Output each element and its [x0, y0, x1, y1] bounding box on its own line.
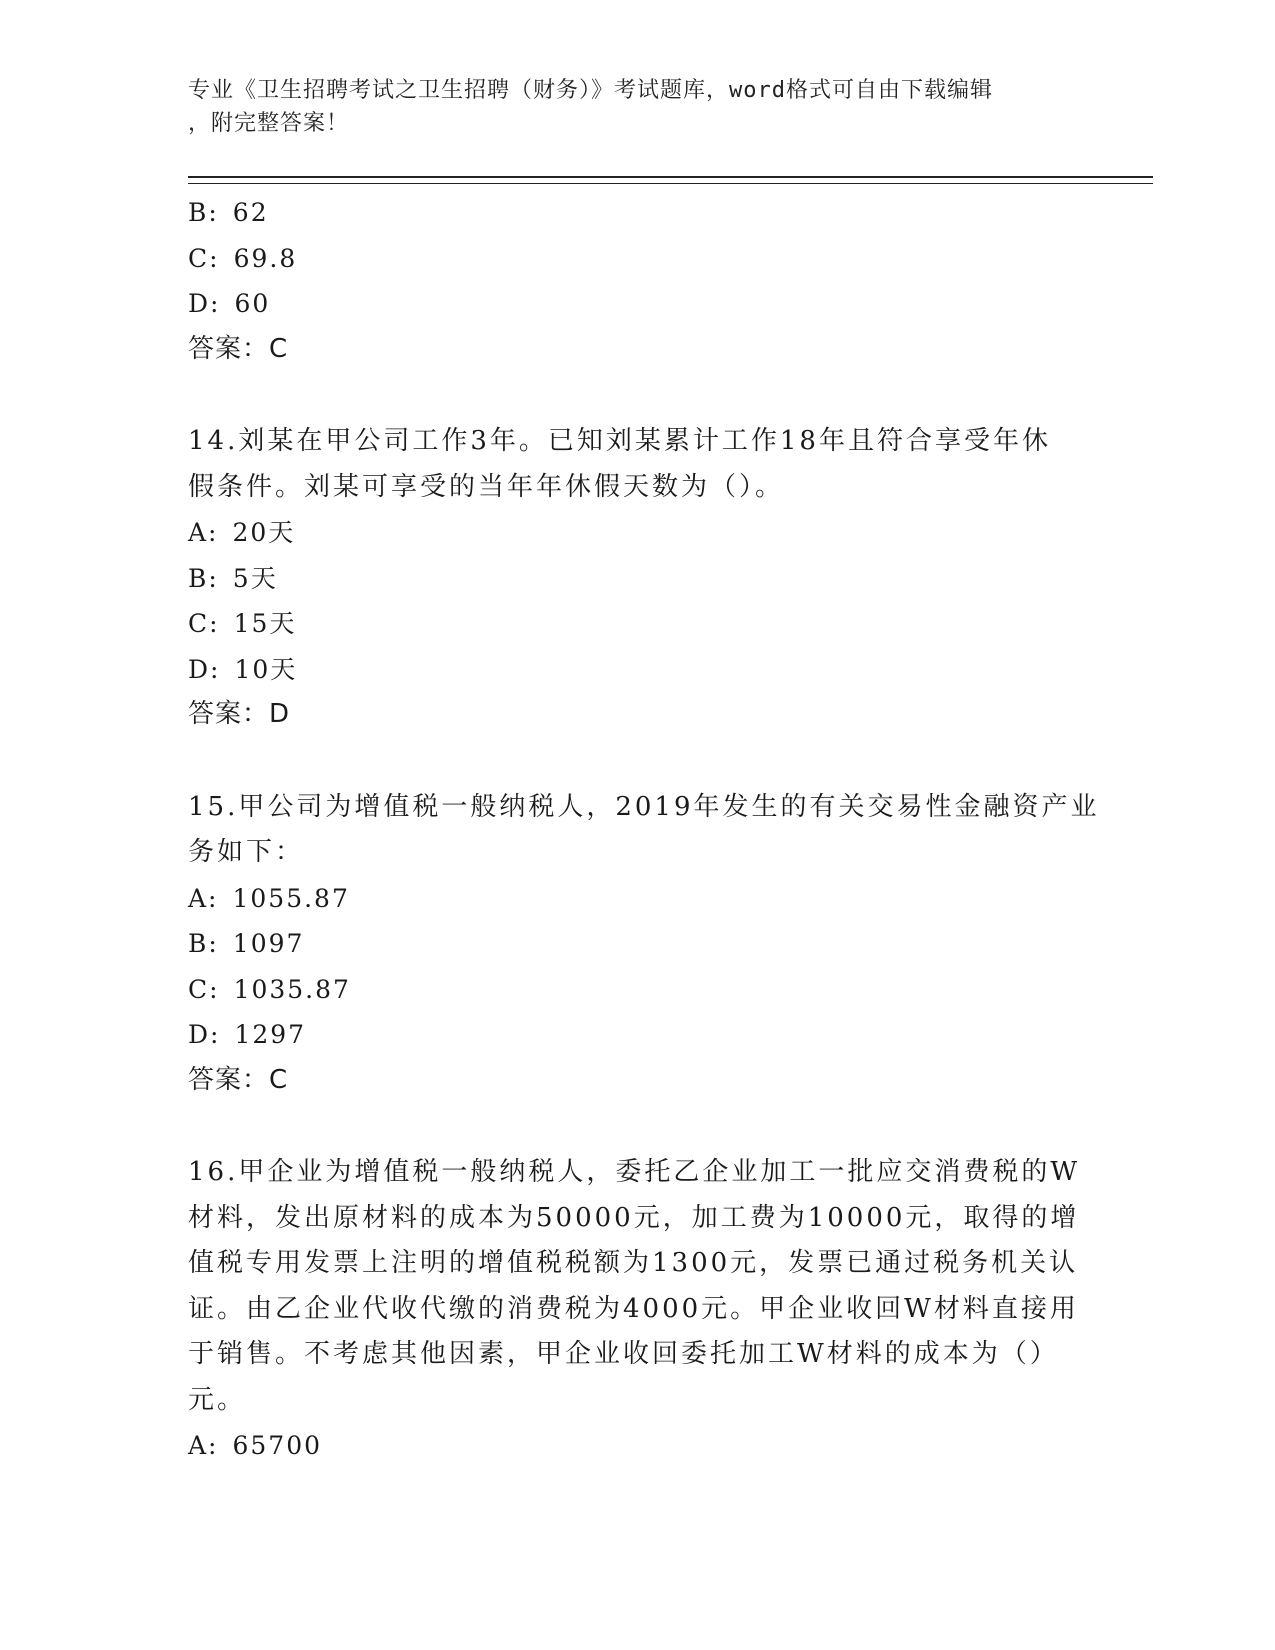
option-b: B: 1097: [188, 929, 305, 958]
question-text-line: 务如下：: [188, 837, 305, 867]
option-b: B: 5天: [188, 563, 278, 593]
option-b: B: 62: [188, 198, 269, 227]
question-text-line: 元。: [188, 1384, 247, 1415]
question-text-line: 于销售。不考虑其他因素，甲企业收回委托加工W材料的成本为（）: [188, 1339, 1059, 1369]
option-a: A: 20天: [188, 518, 296, 547]
answer-text: 答案：D: [188, 699, 291, 729]
option-d: D: 10天: [188, 654, 298, 684]
question-text-line: 材料，发出原材料的成本为50000元，加工费为10000元，取得的增: [188, 1202, 1080, 1233]
question-text-line: 14.刘某在甲公司工作3年。已知刘某累计工作18年且符合享受年休: [188, 426, 1051, 456]
question-15: [188, 785, 1100, 1104]
page-header: [188, 74, 1088, 140]
header-title-line-1: 专业《卫生招聘考试之卫生招聘（财务）》考试题库，word格式可自由下载编辑: [188, 78, 993, 103]
option-a: A: 65700: [188, 1431, 323, 1460]
question-text-line: 证。由乙企业代收代缴的消费税为4000元。甲企业收回W材料直接用: [188, 1293, 1079, 1324]
header-title-line-2: ，附完整答案！: [188, 111, 350, 136]
question-content: [188, 190, 1100, 1469]
answer-text: 答案：C: [188, 333, 289, 364]
question-text-line: 假条件。刘某可享受的当年年休假天数为（）。: [188, 471, 785, 502]
option-c: C: 1035.87: [188, 974, 351, 1004]
question-16: [188, 1150, 1088, 1469]
answer-text: 答案：C: [188, 1064, 289, 1095]
prev-question-options: [188, 190, 1088, 372]
question-text-line: 16.甲企业为增值税一般纳税人，委托乙企业加工一批应交消费税的W: [188, 1157, 1081, 1187]
option-d: D: 1297: [188, 1020, 307, 1049]
option-c: C: 15天: [188, 609, 297, 638]
option-c: C: 69.8: [188, 243, 298, 273]
header-divider: [188, 176, 1153, 184]
question-14: [188, 419, 1088, 738]
option-d: D: 60: [188, 289, 271, 318]
option-a: A: 1055.87: [188, 883, 350, 913]
question-text-line: 值税专用发票上注明的增值税税额为1300元，发票已通过税务机关认: [188, 1248, 1079, 1278]
question-text-line: 15.甲公司为增值税一般纳税人，2019年发生的有关交易性金融资产业: [188, 791, 1100, 822]
